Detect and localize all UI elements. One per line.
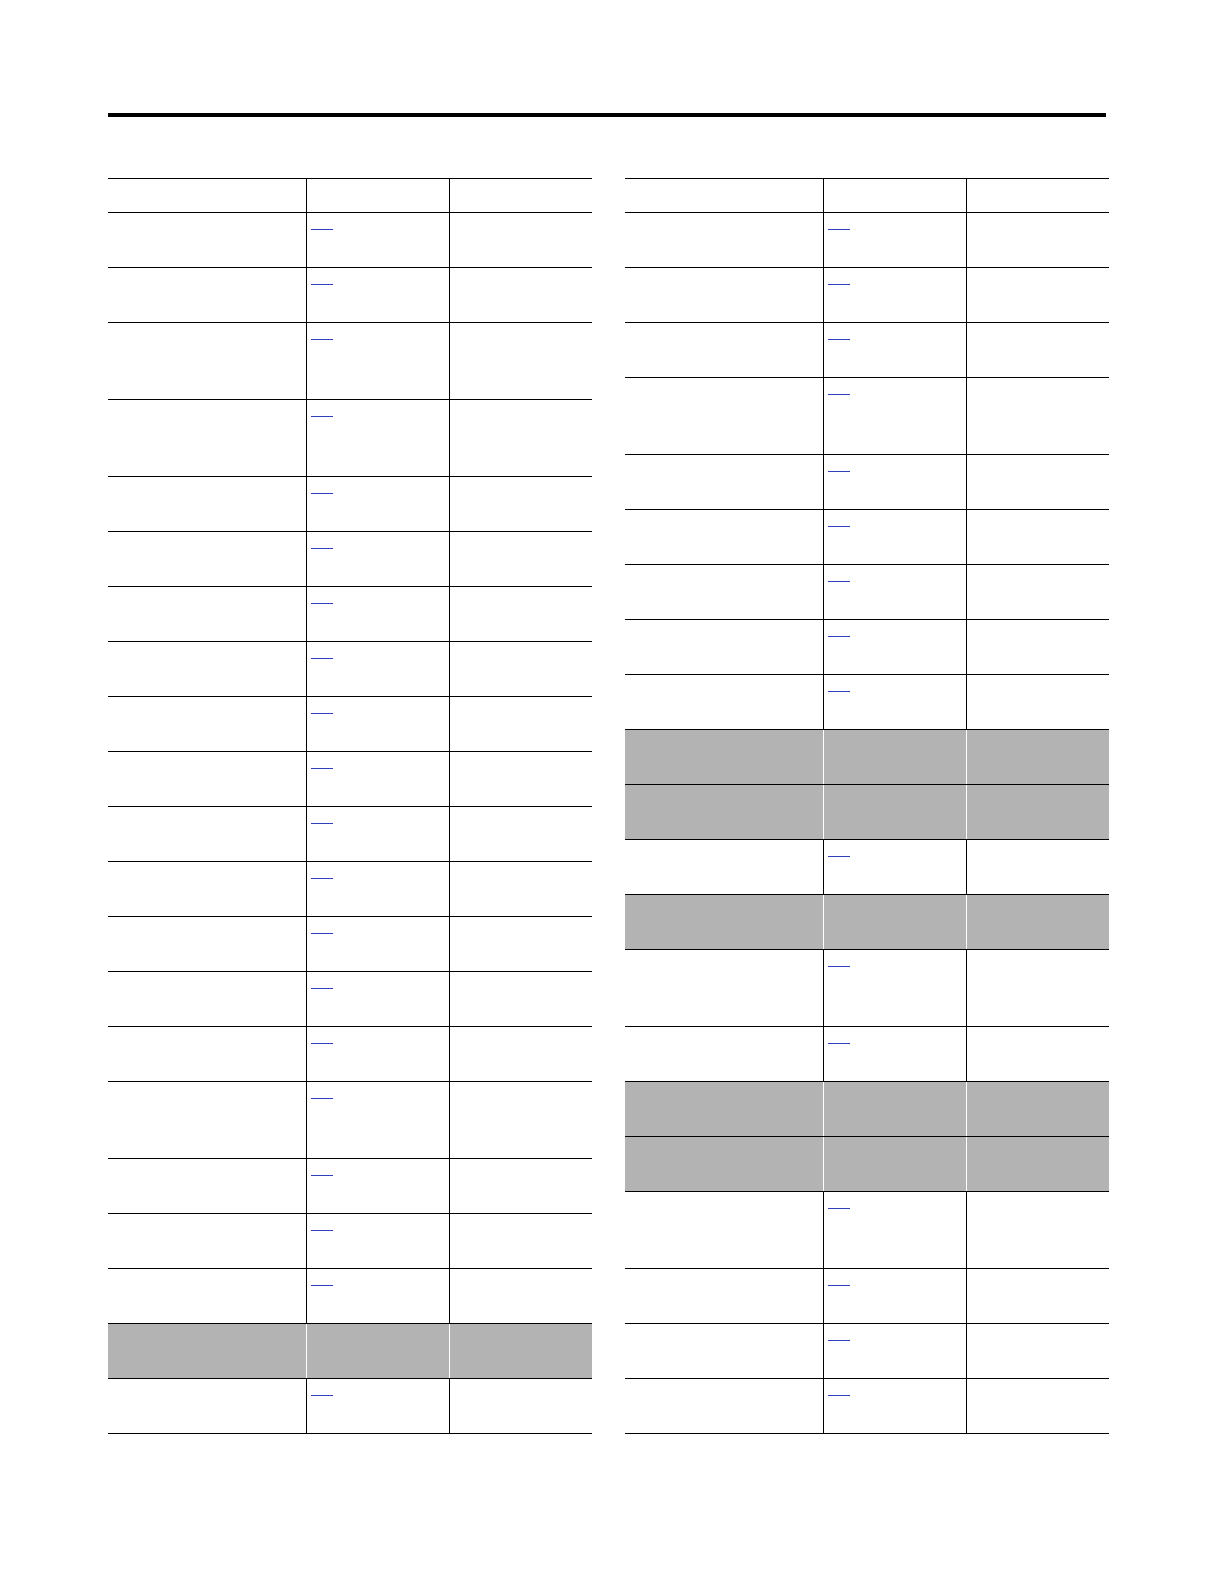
name-cell [108,752,306,806]
table-row [108,1269,592,1324]
page-cell [306,1269,449,1323]
page-cell [823,510,966,564]
shaded-row [625,1137,1109,1192]
header-cell [823,179,966,212]
page-cell [306,972,449,1026]
name-cell [108,323,306,399]
shaded-row [625,895,1109,950]
header-cell [306,179,449,212]
page-link[interactable] [311,1175,333,1176]
table-row [625,1379,1109,1434]
value-cell [449,323,592,399]
value-cell [449,752,592,806]
value-cell [449,1082,592,1158]
page-link[interactable] [311,1285,333,1286]
value-cell [449,1027,592,1081]
table-row [625,840,1109,895]
name-cell [108,587,306,641]
value-cell [966,1082,1109,1136]
page-link[interactable] [311,493,333,494]
shaded-row [625,730,1109,785]
name-cell [625,840,823,894]
value-cell [449,400,592,476]
page-link[interactable] [828,1043,850,1044]
page-link[interactable] [828,856,850,857]
page-cell [823,950,966,1026]
table-header-row [625,179,1109,213]
page-cell [823,1379,966,1433]
value-cell [966,1269,1109,1323]
name-cell [108,917,306,971]
table-row [108,1379,592,1434]
page-cell [306,400,449,476]
name-cell [108,532,306,586]
name-cell [108,1324,306,1378]
page-link[interactable] [828,1395,850,1396]
name-cell [108,807,306,861]
page-link[interactable] [311,988,333,989]
page-cell [823,675,966,729]
table-row [625,268,1109,323]
page-cell [823,1324,966,1378]
page-link[interactable] [828,1285,850,1286]
value-cell [449,213,592,267]
value-cell [966,1027,1109,1081]
page-link[interactable] [311,229,333,230]
page-cell [823,730,966,784]
top-rule [108,113,1106,117]
name-cell [625,675,823,729]
table-row [108,642,592,697]
page-link[interactable] [311,658,333,659]
name-cell [625,510,823,564]
page-link[interactable] [311,878,333,879]
table-row [108,477,592,532]
table-row [108,697,592,752]
page-cell [306,532,449,586]
table-row [108,323,592,400]
page-cell [823,785,966,839]
value-cell [966,840,1109,894]
table-row [108,1027,592,1082]
name-cell [625,950,823,1026]
name-cell [108,1214,306,1268]
table-row [625,1269,1109,1324]
name-cell [625,1269,823,1323]
page-link[interactable] [311,1098,333,1099]
table-row [108,807,592,862]
name-cell [625,1027,823,1081]
page-cell [306,697,449,751]
name-cell [625,565,823,619]
page-cell [306,323,449,399]
name-cell [625,620,823,674]
value-cell [449,587,592,641]
value-cell [966,268,1109,322]
value-cell [449,697,592,751]
table-row [108,862,592,917]
page-link[interactable] [828,394,850,395]
page-link[interactable] [311,416,333,417]
page-link[interactable] [311,1230,333,1231]
page-cell [306,1214,449,1268]
name-cell [108,268,306,322]
page-link[interactable] [828,966,850,967]
page-link[interactable] [311,933,333,934]
page-cell [306,752,449,806]
name-cell [625,730,823,784]
value-cell [966,213,1109,267]
page-link[interactable] [828,581,850,582]
table-row [625,1027,1109,1082]
name-cell [625,268,823,322]
page-link[interactable] [828,229,850,230]
page-cell [823,455,966,509]
value-cell [449,1159,592,1213]
page-cell [823,1192,966,1268]
page-cell [306,587,449,641]
value-cell [966,323,1109,377]
value-cell [966,620,1109,674]
page-cell [823,378,966,454]
page-link[interactable] [311,284,333,285]
value-cell [966,895,1109,949]
table-row [625,378,1109,455]
value-cell [966,455,1109,509]
name-cell [625,378,823,454]
value-cell [966,1324,1109,1378]
table-row [108,268,592,323]
value-cell [966,378,1109,454]
name-cell [108,477,306,531]
shaded-row [108,1324,592,1379]
value-cell [449,1379,592,1433]
name-cell [625,1192,823,1268]
value-cell [449,862,592,916]
page-cell [306,1324,449,1378]
table-row [108,752,592,807]
table-row [108,587,592,642]
table-row [625,1324,1109,1379]
name-cell [625,1137,823,1191]
page-link[interactable] [311,339,333,340]
name-cell [108,1027,306,1081]
page-cell [306,1082,449,1158]
name-cell [625,1082,823,1136]
value-cell [449,1324,592,1378]
page-link[interactable] [828,339,850,340]
table-row [108,917,592,972]
page-cell [823,213,966,267]
page-link[interactable] [311,768,333,769]
page-cell [306,477,449,531]
value-cell [966,785,1109,839]
page-cell [823,1027,966,1081]
name-cell [108,213,306,267]
table-row [625,1192,1109,1269]
name-cell [625,785,823,839]
page-cell [823,268,966,322]
value-cell [966,565,1109,619]
name-cell [625,1324,823,1378]
page-cell [823,895,966,949]
table-row [625,675,1109,730]
left-index-table [108,178,592,1434]
table-header-row [108,179,592,213]
value-cell [449,1269,592,1323]
table-row [108,532,592,587]
name-cell [108,972,306,1026]
page-link[interactable] [311,1395,333,1396]
shaded-row [625,785,1109,840]
value-cell [966,1137,1109,1191]
page-cell [823,1082,966,1136]
value-cell [966,1379,1109,1433]
name-cell [108,400,306,476]
table-row [625,950,1109,1027]
name-cell [625,455,823,509]
page-link[interactable] [828,526,850,527]
header-cell [449,179,592,212]
page-link[interactable] [828,1208,850,1209]
page-cell [306,917,449,971]
table-row [108,1214,592,1269]
table-row [625,565,1109,620]
table-row [625,455,1109,510]
page-link[interactable] [828,1340,850,1341]
header-cell [625,179,823,212]
value-cell [449,917,592,971]
value-cell [966,730,1109,784]
table-row [108,972,592,1027]
name-cell [108,1082,306,1158]
value-cell [966,510,1109,564]
header-cell [108,179,306,212]
table-row [625,323,1109,378]
value-cell [449,1214,592,1268]
name-cell [625,1379,823,1433]
name-cell [108,697,306,751]
page-cell [823,620,966,674]
value-cell [449,642,592,696]
page-cell [306,862,449,916]
name-cell [625,895,823,949]
table-row [625,213,1109,268]
page-link[interactable] [311,548,333,549]
page-link[interactable] [828,636,850,637]
value-cell [966,675,1109,729]
value-cell [449,972,592,1026]
page-cell [306,1027,449,1081]
table-row [108,213,592,268]
page-link[interactable] [311,713,333,714]
page-link[interactable] [828,284,850,285]
right-index-table [625,178,1109,1434]
page-cell [823,840,966,894]
name-cell [108,1269,306,1323]
page-cell [823,323,966,377]
page-link[interactable] [311,823,333,824]
page-cell [306,807,449,861]
page-link[interactable] [828,471,850,472]
page-cell [306,268,449,322]
name-cell [108,1379,306,1433]
page-cell [823,1137,966,1191]
table-row [625,620,1109,675]
page-cell [823,1269,966,1323]
page-cell [306,213,449,267]
page-link[interactable] [828,691,850,692]
header-cell [966,179,1109,212]
value-cell [449,477,592,531]
page-cell [306,642,449,696]
name-cell [108,1159,306,1213]
value-cell [449,532,592,586]
name-cell [625,213,823,267]
table-row [108,1159,592,1214]
value-cell [449,807,592,861]
name-cell [108,862,306,916]
page-cell [306,1159,449,1213]
page-cell [823,565,966,619]
page-link[interactable] [311,603,333,604]
page-link[interactable] [311,1043,333,1044]
table-row [108,400,592,477]
value-cell [966,950,1109,1026]
value-cell [966,1192,1109,1268]
shaded-row [625,1082,1109,1137]
value-cell [449,268,592,322]
page-cell [306,1379,449,1433]
name-cell [625,323,823,377]
table-row [108,1082,592,1159]
name-cell [108,642,306,696]
table-row [625,510,1109,565]
